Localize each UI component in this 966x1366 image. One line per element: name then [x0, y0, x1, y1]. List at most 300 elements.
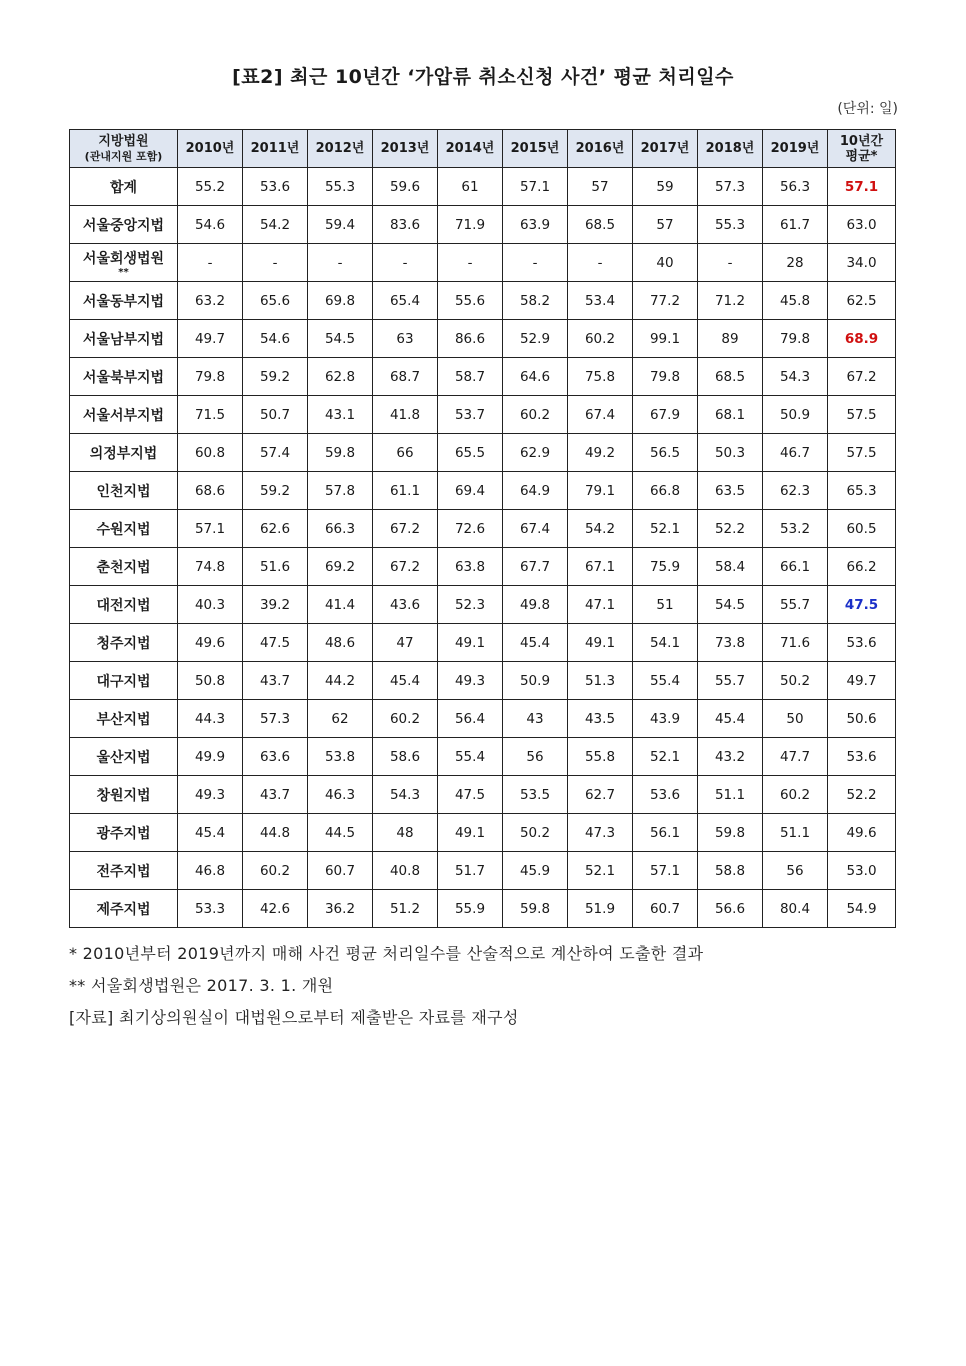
year-value-cell: 55.9	[438, 890, 503, 928]
year-value-cell: 44.8	[243, 814, 308, 852]
court-name: 서울남부지법	[82, 331, 165, 348]
year-value-cell: 50.3	[698, 434, 763, 472]
table-row	[70, 244, 896, 282]
court-name: 서울회생법원	[82, 250, 165, 267]
table-row	[70, 510, 896, 548]
year-value-cell: 59.2	[243, 358, 308, 396]
year-value-cell: 61.1	[373, 472, 438, 510]
court-header-line2: (관내지원 포함)	[84, 149, 163, 163]
year-value-cell: 86.6	[438, 320, 503, 358]
year-value-cell: 43.1	[308, 396, 373, 434]
year-header: 2013년	[373, 130, 438, 168]
average-value-cell: 67.2	[828, 358, 896, 396]
year-value-cell: -	[308, 244, 373, 282]
year-value-cell: 55.7	[698, 662, 763, 700]
year-value-cell: 47.3	[568, 814, 633, 852]
court-note-marker: **	[118, 266, 129, 278]
court-name-cell	[70, 396, 178, 434]
court-name-cell	[70, 738, 178, 776]
year-value-cell: 67.2	[373, 548, 438, 586]
year-value-cell: -	[243, 244, 308, 282]
average-header-line2: 평균*	[845, 148, 878, 164]
year-value-cell: 80.4	[763, 890, 828, 928]
court-name-cell	[70, 244, 178, 282]
year-value-cell: 50.2	[763, 662, 828, 700]
year-value-cell: 56.3	[763, 168, 828, 206]
year-value-cell: 57.3	[243, 700, 308, 738]
average-value-cell: 53.0	[828, 852, 896, 890]
table-row	[70, 396, 896, 434]
average-value-cell: 52.2	[828, 776, 896, 814]
court-name-cell	[70, 320, 178, 358]
table-row	[70, 700, 896, 738]
year-value-cell: 49.2	[568, 434, 633, 472]
year-value-cell: 75.9	[633, 548, 698, 586]
year-value-cell: 56	[503, 738, 568, 776]
year-value-cell: 44.5	[308, 814, 373, 852]
average-value-cell: 57.5	[828, 396, 896, 434]
year-value-cell: 60.8	[178, 434, 243, 472]
table-title: [표2] 최근 10년간 ‘가압류 취소신청 사건’ 평균 처리일수	[232, 66, 734, 88]
court-name-cell	[70, 358, 178, 396]
year-value-cell: 57.8	[308, 472, 373, 510]
year-value-cell: -	[438, 244, 503, 282]
average-value-cell: 53.6	[828, 738, 896, 776]
year-value-cell: 75.8	[568, 358, 633, 396]
table-row	[70, 890, 896, 928]
year-value-cell: 51.6	[243, 548, 308, 586]
year-value-cell: 67.7	[503, 548, 568, 586]
table-row	[70, 624, 896, 662]
year-value-cell: 57.1	[178, 510, 243, 548]
year-value-cell: 89	[698, 320, 763, 358]
average-value-cell: 68.9	[828, 320, 896, 358]
year-value-cell: 63	[373, 320, 438, 358]
court-name: 대구지법	[96, 673, 151, 690]
year-value-cell: 52.2	[698, 510, 763, 548]
year-value-cell: 83.6	[373, 206, 438, 244]
year-value-cell: 79.1	[568, 472, 633, 510]
year-value-cell: 43.7	[243, 776, 308, 814]
year-value-cell: 54.1	[633, 624, 698, 662]
year-value-cell: 50.7	[243, 396, 308, 434]
table-row	[70, 358, 896, 396]
table-row	[70, 320, 896, 358]
average-value-cell: 57.1	[828, 168, 896, 206]
court-name: 서울북부지법	[82, 369, 165, 386]
court-name-cell	[70, 814, 178, 852]
year-value-cell: 28	[763, 244, 828, 282]
year-value-cell: 47.5	[438, 776, 503, 814]
year-value-cell: 61.7	[763, 206, 828, 244]
year-value-cell: 51	[633, 586, 698, 624]
year-value-cell: 53.7	[438, 396, 503, 434]
year-value-cell: 58.4	[698, 548, 763, 586]
year-value-cell: 77.2	[633, 282, 698, 320]
court-name-cell	[70, 776, 178, 814]
year-value-cell: 71.2	[698, 282, 763, 320]
average-value-cell: 63.0	[828, 206, 896, 244]
year-value-cell: 60.2	[373, 700, 438, 738]
court-name-cell	[70, 700, 178, 738]
year-value-cell: 67.1	[568, 548, 633, 586]
court-name: 창원지법	[96, 787, 151, 804]
court-column-header	[70, 130, 178, 168]
year-value-cell: 49.6	[178, 624, 243, 662]
year-value-cell: 51.7	[438, 852, 503, 890]
year-value-cell: 54.2	[243, 206, 308, 244]
year-value-cell: 40	[633, 244, 698, 282]
year-value-cell: 53.4	[568, 282, 633, 320]
year-value-cell: 56.1	[633, 814, 698, 852]
year-value-cell: 55.7	[763, 586, 828, 624]
year-value-cell: 68.7	[373, 358, 438, 396]
year-value-cell: -	[178, 244, 243, 282]
table-row	[70, 852, 896, 890]
year-value-cell: 43.9	[633, 700, 698, 738]
year-value-cell: 60.7	[308, 852, 373, 890]
year-value-cell: -	[568, 244, 633, 282]
year-value-cell: 53.6	[633, 776, 698, 814]
table-row	[70, 206, 896, 244]
court-name: 서울서부지법	[82, 407, 165, 424]
year-value-cell: 69.8	[308, 282, 373, 320]
year-value-cell: 53.3	[178, 890, 243, 928]
year-value-cell: 47.7	[763, 738, 828, 776]
year-value-cell: 67.4	[568, 396, 633, 434]
year-value-cell: 51.2	[373, 890, 438, 928]
year-value-cell: 67.2	[373, 510, 438, 548]
year-value-cell: 40.3	[178, 586, 243, 624]
average-value-cell: 54.9	[828, 890, 896, 928]
table-row	[70, 168, 896, 206]
year-value-cell: 53.5	[503, 776, 568, 814]
year-value-cell: 49.9	[178, 738, 243, 776]
year-value-cell: 66	[373, 434, 438, 472]
year-value-cell: 74.8	[178, 548, 243, 586]
year-header: 2019년	[763, 130, 828, 168]
year-value-cell: 51.3	[568, 662, 633, 700]
average-value-cell: 65.3	[828, 472, 896, 510]
year-value-cell: 49.3	[438, 662, 503, 700]
year-value-cell: 43.5	[568, 700, 633, 738]
year-value-cell: 46.3	[308, 776, 373, 814]
year-header: 2015년	[503, 130, 568, 168]
year-value-cell: 43.2	[698, 738, 763, 776]
year-value-cell: 62	[308, 700, 373, 738]
year-value-cell: 45.4	[698, 700, 763, 738]
year-value-cell: 54.6	[243, 320, 308, 358]
year-value-cell: 99.1	[633, 320, 698, 358]
year-value-cell: 49.1	[438, 814, 503, 852]
court-name-cell	[70, 472, 178, 510]
year-value-cell: 53.2	[763, 510, 828, 548]
year-header: 2010년	[178, 130, 243, 168]
court-name-cell	[70, 662, 178, 700]
year-value-cell: 79.8	[763, 320, 828, 358]
year-value-cell: 50	[763, 700, 828, 738]
year-value-cell: 52.3	[438, 586, 503, 624]
year-value-cell: 43	[503, 700, 568, 738]
average-column-header	[828, 130, 896, 168]
year-value-cell: 45.4	[373, 662, 438, 700]
year-value-cell: 68.6	[178, 472, 243, 510]
average-value-cell: 53.6	[828, 624, 896, 662]
year-value-cell: 43.7	[243, 662, 308, 700]
year-value-cell: 54.5	[308, 320, 373, 358]
year-value-cell: 69.2	[308, 548, 373, 586]
header-row	[70, 130, 896, 168]
year-value-cell: 41.4	[308, 586, 373, 624]
year-value-cell: 58.7	[438, 358, 503, 396]
year-value-cell: -	[373, 244, 438, 282]
year-value-cell: 56.5	[633, 434, 698, 472]
court-name-cell	[70, 890, 178, 928]
court-name-cell	[70, 624, 178, 662]
court-name: 부산지법	[96, 711, 151, 728]
year-value-cell: 63.8	[438, 548, 503, 586]
year-value-cell: 62.3	[763, 472, 828, 510]
court-name-cell	[70, 586, 178, 624]
year-value-cell: 57	[568, 168, 633, 206]
year-value-cell: 55.3	[308, 168, 373, 206]
year-value-cell: 45.4	[178, 814, 243, 852]
year-value-cell: 45.4	[503, 624, 568, 662]
table-row	[70, 738, 896, 776]
year-value-cell: 57	[633, 206, 698, 244]
court-name-cell	[70, 282, 178, 320]
year-value-cell: 68.5	[698, 358, 763, 396]
year-value-cell: -	[698, 244, 763, 282]
year-value-cell: 69.4	[438, 472, 503, 510]
year-value-cell: 60.7	[633, 890, 698, 928]
footnote-average: * 2010년부터 2019년까지 매해 사건 평균 처리일수를 산술적으로 계산하여 도출한 결과	[69, 944, 704, 963]
year-value-cell: 66.1	[763, 548, 828, 586]
year-value-cell: 67.9	[633, 396, 698, 434]
year-value-cell: 61	[438, 168, 503, 206]
table-row	[70, 472, 896, 510]
year-value-cell: 67.4	[503, 510, 568, 548]
year-value-cell: -	[503, 244, 568, 282]
year-value-cell: 43.6	[373, 586, 438, 624]
unit-label: (단위: 일)	[837, 101, 898, 117]
court-name: 청주지법	[96, 635, 151, 652]
year-value-cell: 49.7	[178, 320, 243, 358]
year-value-cell: 62.7	[568, 776, 633, 814]
year-value-cell: 55.2	[178, 168, 243, 206]
year-value-cell: 59.8	[503, 890, 568, 928]
year-value-cell: 55.4	[633, 662, 698, 700]
average-value-cell: 49.7	[828, 662, 896, 700]
year-value-cell: 59.6	[373, 168, 438, 206]
year-value-cell: 60.2	[568, 320, 633, 358]
year-value-cell: 41.8	[373, 396, 438, 434]
court-name: 울산지법	[96, 749, 151, 766]
year-value-cell: 66.3	[308, 510, 373, 548]
year-value-cell: 50.9	[503, 662, 568, 700]
year-value-cell: 54.3	[373, 776, 438, 814]
year-value-cell: 54.2	[568, 510, 633, 548]
year-value-cell: 49.8	[503, 586, 568, 624]
year-value-cell: 47	[373, 624, 438, 662]
year-value-cell: 59.4	[308, 206, 373, 244]
court-name: 의정부지법	[89, 445, 158, 462]
year-value-cell: 48	[373, 814, 438, 852]
year-value-cell: 60.2	[763, 776, 828, 814]
year-value-cell: 58.6	[373, 738, 438, 776]
year-value-cell: 54.3	[763, 358, 828, 396]
year-value-cell: 52.1	[633, 510, 698, 548]
court-name: 전주지법	[96, 863, 151, 880]
year-value-cell: 65.6	[243, 282, 308, 320]
court-name-cell	[70, 168, 178, 206]
year-value-cell: 42.6	[243, 890, 308, 928]
year-value-cell: 57.4	[243, 434, 308, 472]
footnote-source: [자료] 최기상의원실이 대법원으로부터 제출받은 자료를 재구성	[69, 1008, 519, 1027]
year-header: 2011년	[243, 130, 308, 168]
court-name-cell	[70, 434, 178, 472]
court-header-line1: 지방법원	[98, 133, 149, 149]
year-value-cell: 55.4	[438, 738, 503, 776]
year-value-cell: 45.8	[763, 282, 828, 320]
year-value-cell: 62.6	[243, 510, 308, 548]
table-row	[70, 662, 896, 700]
table-row	[70, 434, 896, 472]
court-name: 서울중앙지법	[82, 217, 165, 234]
year-value-cell: 62.8	[308, 358, 373, 396]
court-name-cell	[70, 510, 178, 548]
court-name: 서울동부지법	[82, 293, 165, 310]
year-value-cell: 65.4	[373, 282, 438, 320]
year-value-cell: 50.2	[503, 814, 568, 852]
court-name: 수원지법	[96, 521, 151, 538]
year-value-cell: 49.1	[438, 624, 503, 662]
court-name: 인천지법	[96, 483, 151, 500]
year-value-cell: 55.8	[568, 738, 633, 776]
average-value-cell: 62.5	[828, 282, 896, 320]
year-value-cell: 52.1	[568, 852, 633, 890]
year-value-cell: 49.1	[568, 624, 633, 662]
court-name: 제주지법	[96, 901, 151, 918]
footnote-rehabilitation-court: ** 서울회생법원은 2017. 3. 1. 개원	[69, 976, 334, 995]
year-value-cell: 47.5	[243, 624, 308, 662]
year-header: 2014년	[438, 130, 503, 168]
year-value-cell: 57.1	[503, 168, 568, 206]
court-name-cell	[70, 852, 178, 890]
average-value-cell: 60.5	[828, 510, 896, 548]
year-value-cell: 39.2	[243, 586, 308, 624]
year-value-cell: 50.8	[178, 662, 243, 700]
processing-days-table	[69, 129, 896, 928]
court-name: 합계	[109, 179, 138, 196]
year-value-cell: 44.3	[178, 700, 243, 738]
table-body	[70, 168, 896, 928]
year-value-cell: 51.1	[698, 776, 763, 814]
year-value-cell: 51.1	[763, 814, 828, 852]
year-value-cell: 66.8	[633, 472, 698, 510]
year-value-cell: 57.1	[633, 852, 698, 890]
year-value-cell: 54.6	[178, 206, 243, 244]
year-value-cell: 56.4	[438, 700, 503, 738]
year-value-cell: 79.8	[178, 358, 243, 396]
table-row	[70, 776, 896, 814]
table-row	[70, 548, 896, 586]
year-value-cell: 72.6	[438, 510, 503, 548]
average-value-cell: 66.2	[828, 548, 896, 586]
year-value-cell: 71.5	[178, 396, 243, 434]
court-name-cell	[70, 548, 178, 586]
table-row	[70, 586, 896, 624]
year-value-cell: 45.9	[503, 852, 568, 890]
year-value-cell: 63.9	[503, 206, 568, 244]
year-value-cell: 62.9	[503, 434, 568, 472]
footnotes	[69, 938, 703, 1034]
year-header: 2016년	[568, 130, 633, 168]
year-value-cell: 64.9	[503, 472, 568, 510]
year-value-cell: 63.2	[178, 282, 243, 320]
year-value-cell: 59	[633, 168, 698, 206]
year-value-cell: 36.2	[308, 890, 373, 928]
average-value-cell: 47.5	[828, 586, 896, 624]
court-name: 춘천지법	[96, 559, 151, 576]
year-value-cell: 49.3	[178, 776, 243, 814]
year-value-cell: 55.3	[698, 206, 763, 244]
year-value-cell: 44.2	[308, 662, 373, 700]
year-value-cell: 56.6	[698, 890, 763, 928]
year-header: 2017년	[633, 130, 698, 168]
year-value-cell: 48.6	[308, 624, 373, 662]
year-value-cell: 68.5	[568, 206, 633, 244]
average-value-cell: 57.5	[828, 434, 896, 472]
year-value-cell: 56	[763, 852, 828, 890]
year-value-cell: 64.6	[503, 358, 568, 396]
year-header: 2018년	[698, 130, 763, 168]
year-header: 2012년	[308, 130, 373, 168]
year-value-cell: 79.8	[633, 358, 698, 396]
year-value-cell: 50.9	[763, 396, 828, 434]
year-value-cell: 58.8	[698, 852, 763, 890]
year-value-cell: 55.6	[438, 282, 503, 320]
year-value-cell: 53.6	[243, 168, 308, 206]
average-header-line1: 10년간	[839, 133, 884, 149]
year-value-cell: 65.5	[438, 434, 503, 472]
year-value-cell: 73.8	[698, 624, 763, 662]
year-value-cell: 52.1	[633, 738, 698, 776]
year-value-cell: 51.9	[568, 890, 633, 928]
year-value-cell: 54.5	[698, 586, 763, 624]
year-value-cell: 40.8	[373, 852, 438, 890]
year-value-cell: 46.7	[763, 434, 828, 472]
year-value-cell: 63.5	[698, 472, 763, 510]
year-value-cell: 47.1	[568, 586, 633, 624]
year-value-cell: 59.8	[698, 814, 763, 852]
table-row	[70, 282, 896, 320]
year-value-cell: 59.2	[243, 472, 308, 510]
average-value-cell: 34.0	[828, 244, 896, 282]
court-name-cell	[70, 206, 178, 244]
year-value-cell: 60.2	[503, 396, 568, 434]
table-row	[70, 814, 896, 852]
court-name: 광주지법	[96, 825, 151, 842]
year-value-cell: 57.3	[698, 168, 763, 206]
court-name: 대전지법	[96, 597, 151, 614]
year-value-cell: 58.2	[503, 282, 568, 320]
year-value-cell: 46.8	[178, 852, 243, 890]
average-value-cell: 49.6	[828, 814, 896, 852]
year-value-cell: 68.1	[698, 396, 763, 434]
year-value-cell: 60.2	[243, 852, 308, 890]
year-value-cell: 59.8	[308, 434, 373, 472]
